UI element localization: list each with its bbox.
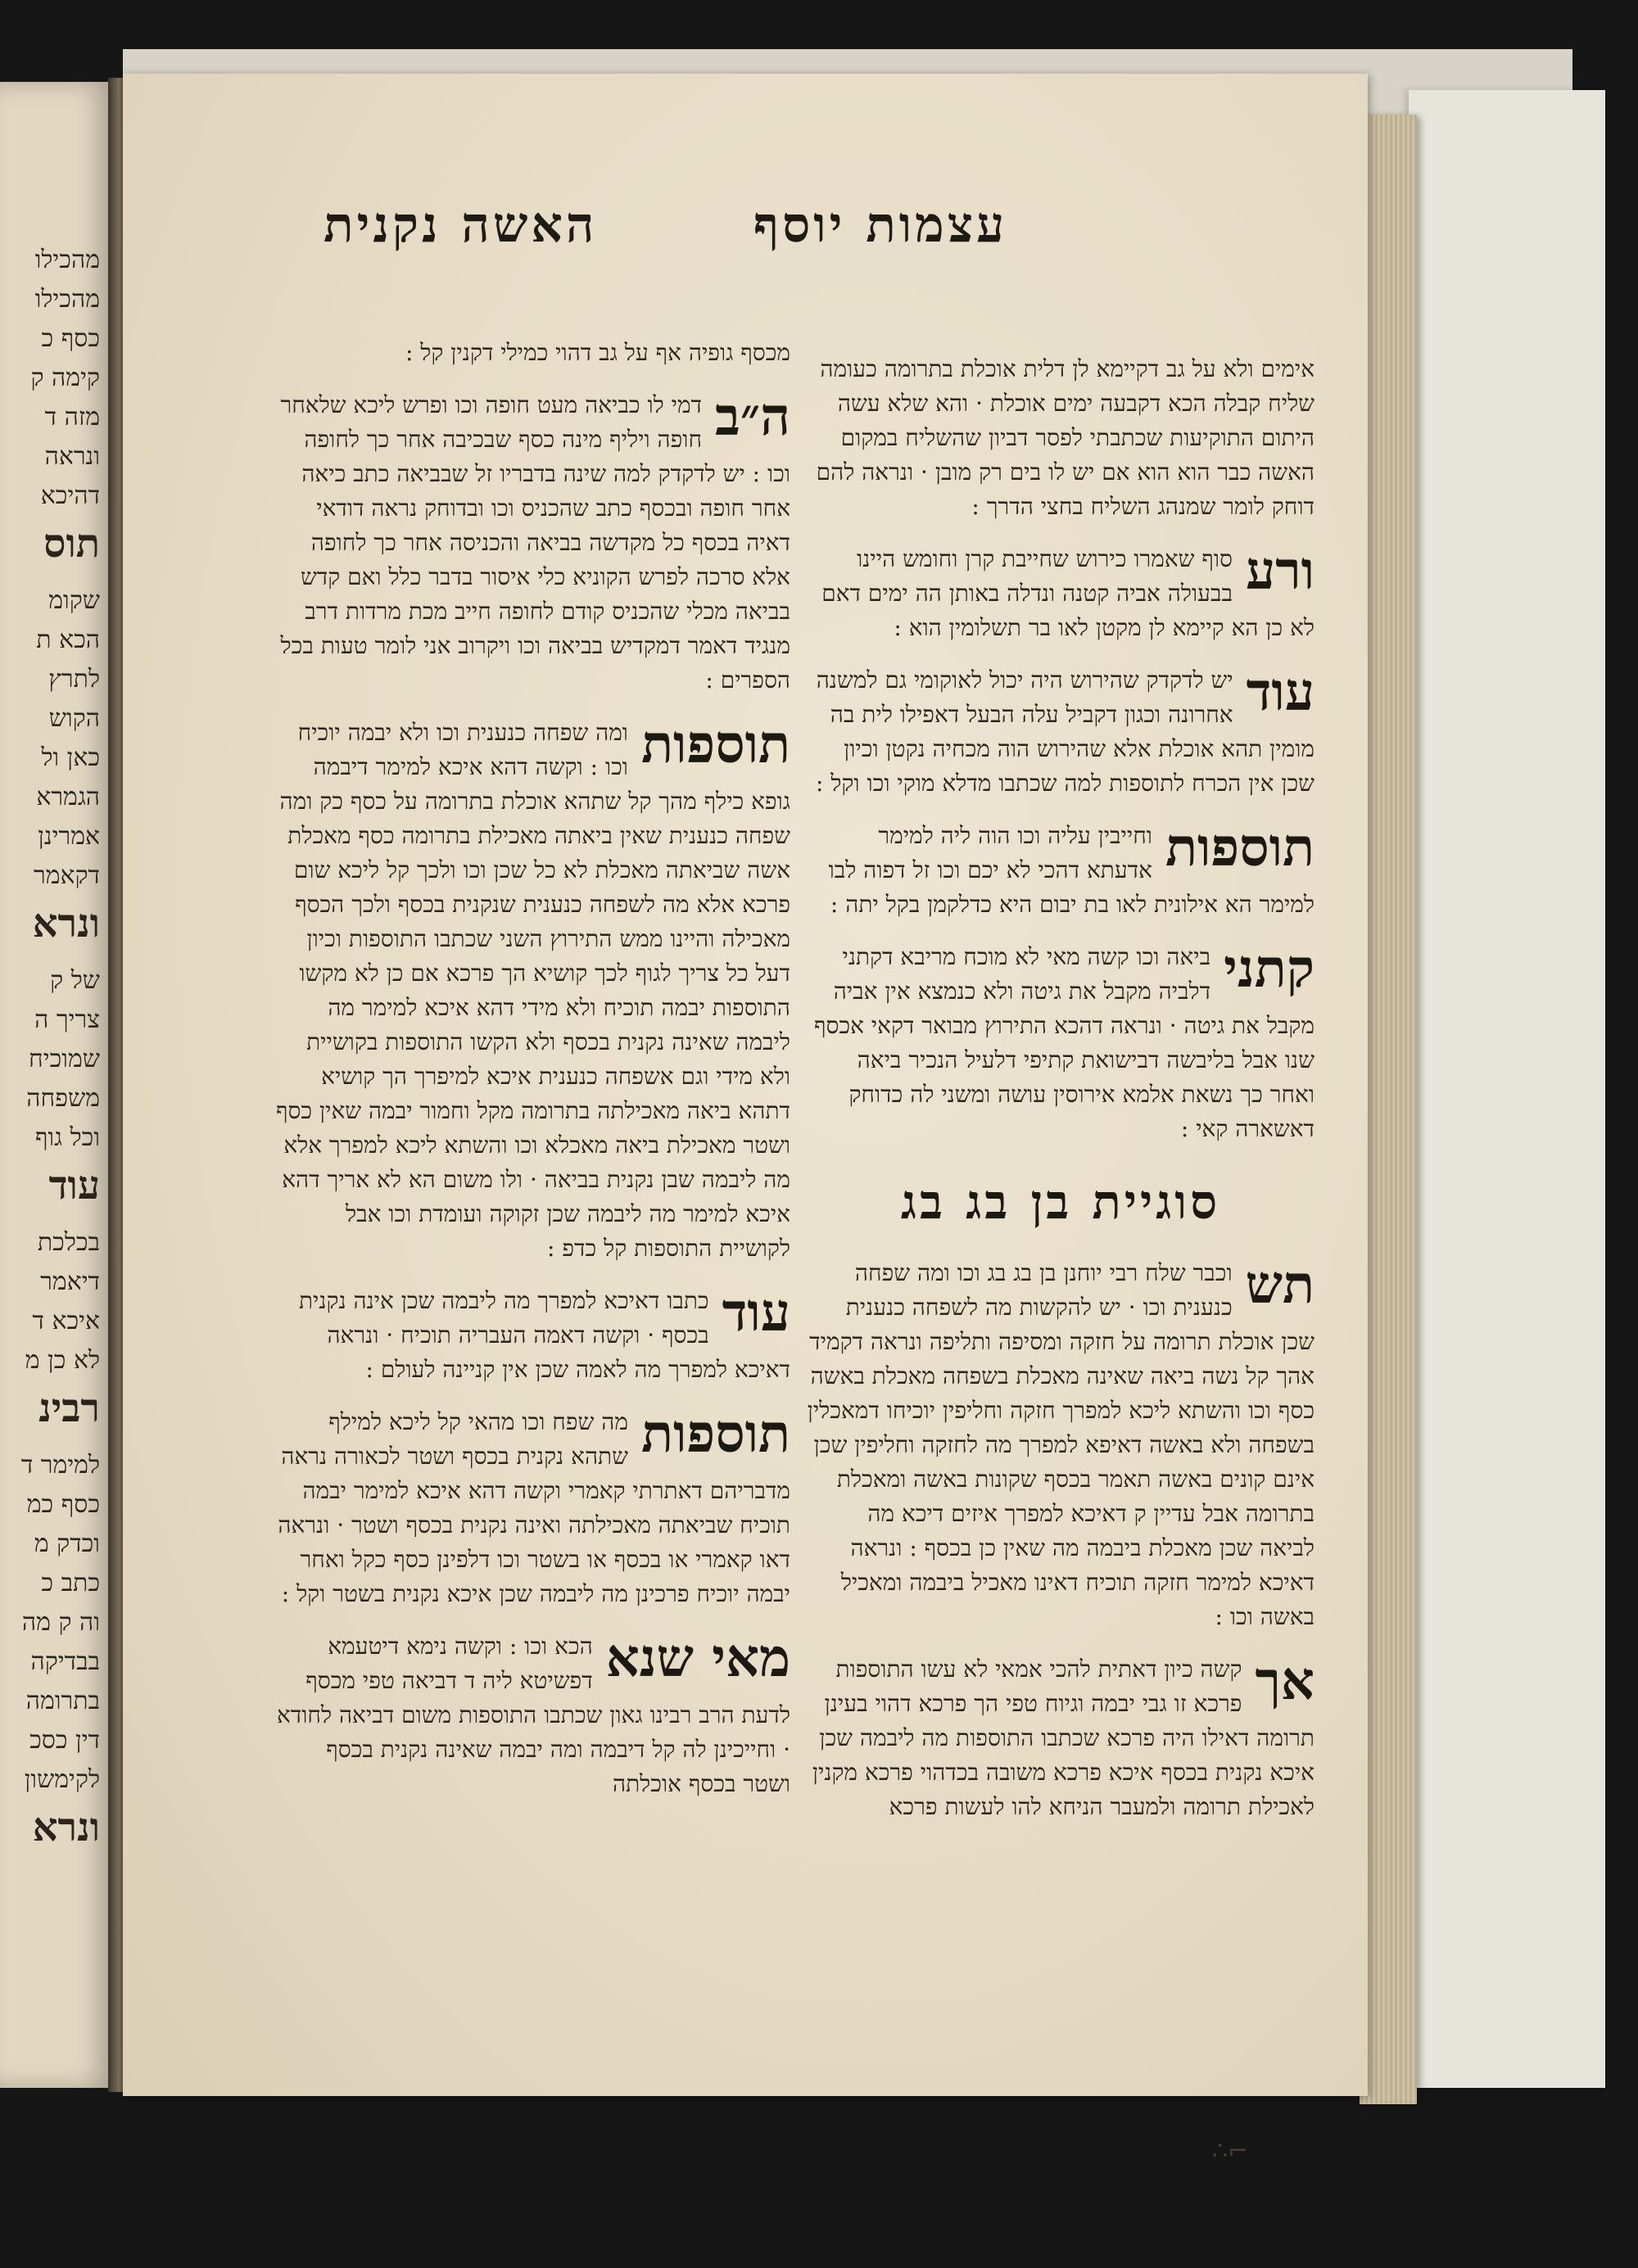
commentary-paragraph — [274, 1405, 790, 1611]
facing-page-text: עוד — [48, 1163, 100, 1209]
commentary-paragraph — [274, 1629, 790, 1801]
facing-page-text: וה ק מה — [21, 1608, 100, 1637]
section-heading: סוגיית בן בג בג — [900, 1174, 1221, 1230]
paragraph-text: מה שפח וכו מהאי קל ליכא למילף שתהא נקנית בכסף ושטר לכאורה נראה מדבריהם דאתרתי קאמרי וקשה דהא איכא למימר יבמה תוכיח שביאתה מאכילתה ואינה נקנית בכסף ושטר · ונראה דאו קאמרי או בכסף או בשטר וכו דלפינן כסף כקל ואחר יבמה יוכיח פרכינן מה ליבמה שכן איכא נקנית בשטר וקל : — [278, 1408, 790, 1607]
commentary-paragraph — [807, 819, 1314, 922]
paragraph-text: וכבר שלח רבי יוחנן בן בג בג וכו ומה שפחה כנענית וכו · יש להקשות מה לשפחה כנענית שכן אוכלת תרומה על חזקה ומסיפה ותליפה ונראה דקמיד אהך קל נשה ביאה שאינה מאכלת בשפחה מאכלת באשה כסף וכו והשתא ליכא למפרך חזקה וחליפין יוכיחו דמאכלין בשפחה ולא באשה דאיפא למפרך מה לחזקה וחליפין שכן אינם קונים באשה תאמר בכסף שקונות באשה ומאכלת בתרומה אבל עדיין ק דאיכא למפרך איזים דיכא מה לביאה שכן מאכלת ביבמה מה שאין כן בכסף : ונראה דאיכא למימר חזקה תוכיח דאינו מאכיל ביבמה ומאכיל באשה וכו : — [807, 1259, 1314, 1630]
paragraph-text: דמי לו כביאה מעט חופה וכו ופרש ליכא שלאחר חופה ויליף מינה כסף שבכיבה אחר כך לחופה וכו : יש לדקדק למה שינה בדבריו זל שבביאה כתב כיאה אחר חופה ובכסף כתב שהכניס וכו ובדוחק נראה דודאי דאיה בכסף כל מקדשה בביאה והכניסה אחר כך לחופה אלא סרכה לפרש הקוניא כלי איסור בדבר כלל ואם קדש בביאה מכלי שהכניס קודם לחופה חייב מכת מרדות דרב מנגיד דאמר דמקדיש בביאה וכו ויקרוב אני לומר טעות בכל הספרים : — [280, 391, 790, 694]
facing-page-text: לא כן מ — [25, 1346, 100, 1375]
mount-board-flap — [1409, 90, 1605, 2088]
facing-page-text: צריך ה — [34, 1005, 100, 1034]
facing-page-text: דיאמר — [40, 1267, 100, 1296]
text-column-right — [807, 352, 1314, 1842]
paragraph-text: יש לדקדק שהירוש היה יכול לאוקומי גם למשנה אחרונה וכגון דקביל עלה הבעל דאפילו לית בה מומין תהא אוכלת אלא שהירוש הוה מכחיה נקטן וכיון שכן אין הכרח לתוספות למה שכתבו מדלא מוקי וכו וקל : — [815, 666, 1314, 797]
paragraph-text: כתבו דאיכא למפרך מה ליבמה שכן אינה נקנית בכסף · וקשה דאמה העבריה תוכיח · ונראה דאיכא למפרך מה לאמה שכן אין קניינה לעולם : — [298, 1287, 790, 1383]
paragraph-text: ביאה וכו קשה מאי לא מוכח מריבא דקתני דלביה מקבל את גיטה ולא כנמצא אין אביה מקבל את גיטה · ונראה דהכא התירוץ מבואר דקאי אכסף שנו אבל בליבשה דבישואת קתיפי דלעיל הנכיר ביאה ואחר כך נשאת אלמא אירוסין עושה ומשני לה כדוחק דאשארה קאי : — [813, 943, 1314, 1142]
dibbur-hamatchil-heading: עוד — [1246, 663, 1314, 723]
facing-page-text: לקימשון — [24, 1765, 100, 1794]
commentary-paragraph — [807, 663, 1314, 801]
book-page — [123, 74, 1368, 2166]
dibbur-hamatchil-heading: קתני — [1224, 940, 1314, 1000]
facing-page-text: מזה ד — [44, 403, 100, 431]
facing-page-fragment — [0, 82, 115, 2088]
commentary-paragraph — [274, 388, 790, 698]
dibbur-hamatchil-heading: תוספות — [640, 1405, 790, 1465]
facing-page-text: משפחה — [26, 1084, 100, 1113]
running-head-left: האשה נקנית — [324, 197, 598, 254]
facing-page-text: כסף כ — [41, 324, 100, 353]
facing-page-text: של ק — [50, 966, 100, 995]
dibbur-hamatchil-heading: תוספות — [1165, 819, 1314, 879]
paragraph-text: אימים ולא על גב דקיימא לן דלית אוכלת בתרומה כעומה שליח קבלה הכא דקבעה ימים אוכלת · והא שלא עשה היתום התוקיעות שכתבתי לפסר דביון שהשליח במקום האשה כבר הוא הוא אם יש לו בים רק מובן · ונראה להם דוחק לומר שמנהג השליח בחצי הדרך : — [816, 355, 1314, 520]
paragraph-text: הכא וכו : וקשה נימא דיטעמא דפשיטא ליה ד דביאה טפי מכסף לדעת הרב רבינו גאון שכתבו התוספות משום דביאה לחודא · וחייכינן לה קל דיבמה ומה יבמה שאינה נקנית בכסף ושטר בכסף אוכלתה — [276, 1633, 790, 1797]
facing-page-text: דהיכא — [40, 481, 100, 510]
facing-page-text: לתרץ — [48, 665, 100, 694]
facing-page-text: אמרינן — [38, 822, 100, 851]
text-column-left — [274, 336, 790, 1819]
facing-page-text: מהכילו — [34, 246, 100, 274]
facing-page-text: וכדק מ — [34, 1529, 100, 1558]
commentary-paragraph — [807, 542, 1314, 645]
facing-page-text: כאן ול — [41, 743, 100, 772]
dibbur-hamatchil-heading: עוד — [722, 1284, 790, 1344]
paragraph-text: קשה כיון דאתית להכי אמאי לא עשו התוספות פרכא זו גבי יבמה וגיוח טפי הך פרכא דהוי בעינן תרומה דאילו היה פרכא שכתבו התוספות מה ליבמה שכן איכא נקנית בכסף איכא פרכא משובה בכדהוי פרכא מקנין לאכילת תרומה ולמעבר הניחא להו לעשות פרכא — [812, 1656, 1314, 1820]
facing-page-text: כסף כמ — [26, 1490, 100, 1519]
facing-page-text: הגמרא — [36, 783, 100, 811]
facing-page-text: שקומ — [48, 586, 100, 615]
facing-page-text: ונראה — [44, 442, 100, 471]
facing-page-text: וכל גוף — [34, 1123, 100, 1152]
facing-page-text: למימר ד — [20, 1451, 100, 1480]
facing-page-text: ונרא — [32, 1805, 100, 1850]
facing-page-text: בכלכת — [37, 1228, 100, 1257]
commentary-paragraph — [274, 1284, 790, 1387]
facing-page-text: ונרא — [32, 901, 100, 947]
dibbur-hamatchil-heading: מאי שנא — [605, 1629, 790, 1689]
running-head-right: עצמות יוסף — [753, 197, 1008, 254]
facing-page-text: דקאמר — [33, 861, 100, 890]
commentary-paragraph — [807, 1652, 1314, 1824]
facing-page-text: שמוכיח — [29, 1045, 100, 1073]
commentary-paragraph — [807, 1256, 1314, 1634]
paragraph-text: ומה שפחה כנענית וכו ולא יבמה יוכיח וכו : וקשה דהא איכא למימר דיבמה גופא כילף מהך קל שתהא אוכלת בתרומה על כסף כק ומה שפחה כנענית שאין ביאתה מאכילת בתרומה כסף מאכלת אשה שביאתה מאכלת לא כל שכן וכו ולכך קל ליכא שום פרכא אלא מה לשפחה כנענית שנקנית בכסף ולכך הכסף מאכילה והיינו ממש התירוץ השני שכתבו התוספות וכיון דעל כל צריך לגוף לכך קושיא הך פרכא אם כן לא מקשו התוספות יבמה תוכיח ולא מידי דהא איכא למימר מה ליבמה שאינה נקנית בכסף ולא הקשו התוספות בקושיית ולא מידי וגם אשפחה כנענית איכא למיפרך הך קושיא דתהא ביאה מאכילתה בתרומה מקל וחמור יבמה שאין כסף ושטר מאכילת ביאה מאכלא וכו והשתא ליכא למפרך אלא מה ליבמה שבן נקנית בביאה · ולו משום הא לא אריך דהא איכא למימר מה ליבמה שכן זקוקה ועומדת וכו אבל לקושיית התוספות קל כדפ : — [276, 719, 790, 1262]
dibbur-hamatchil-heading: תש — [1245, 1256, 1314, 1316]
dibbur-hamatchil-heading: ורע — [1245, 542, 1314, 602]
facing-page-text: בבדיקה — [30, 1647, 100, 1676]
facing-page-text: רבינ — [38, 1385, 100, 1431]
facing-page-text: תוס — [43, 521, 100, 567]
folio-mark: ∴⌐ — [1212, 2137, 1249, 2166]
commentary-paragraph — [807, 940, 1314, 1146]
facing-page-text: הקוש — [48, 704, 100, 733]
facing-page-text: הכא ת — [36, 626, 100, 654]
facing-page-text: בתרומה — [25, 1687, 100, 1715]
dibbur-hamatchil-heading: ה״ב — [715, 388, 790, 448]
dibbur-hamatchil-heading: תוספות — [640, 716, 790, 775]
facing-page-text: קימה ק — [30, 364, 100, 392]
commentary-paragraph — [274, 336, 790, 370]
commentary-paragraph — [274, 716, 790, 1266]
facing-page-text: כתב כ — [41, 1569, 100, 1597]
page-stack-edge — [1360, 115, 1417, 2104]
commentary-paragraph — [807, 352, 1314, 524]
dibbur-hamatchil-heading: אך — [1255, 1652, 1314, 1712]
paragraph-text: וחייבין עליה וכו הוה ליה למימר אדעתא דהכי לא יכם וכו זל דפוה לבו למימר הא אילונית לאו בת יבום היא כדלקמן בקל יתה : — [828, 822, 1314, 918]
facing-page-text: דין כסכ — [29, 1726, 100, 1755]
facing-page-text: מהכילו — [34, 285, 100, 314]
paragraph-text: מכסף גופיה אף על גב דהוי כמילי דקנין קל : — [405, 339, 790, 366]
paragraph-text: סוף שאמרו כירוש שחייבת קרן וחומש היינו בבעולה אביה קטנה ונדלה באותן הה ימים דאם לא כן הא קיימא לן מקטן לאו בר תשלומין הוא : — [821, 545, 1314, 641]
facing-page-text: איכא ד — [32, 1307, 100, 1335]
